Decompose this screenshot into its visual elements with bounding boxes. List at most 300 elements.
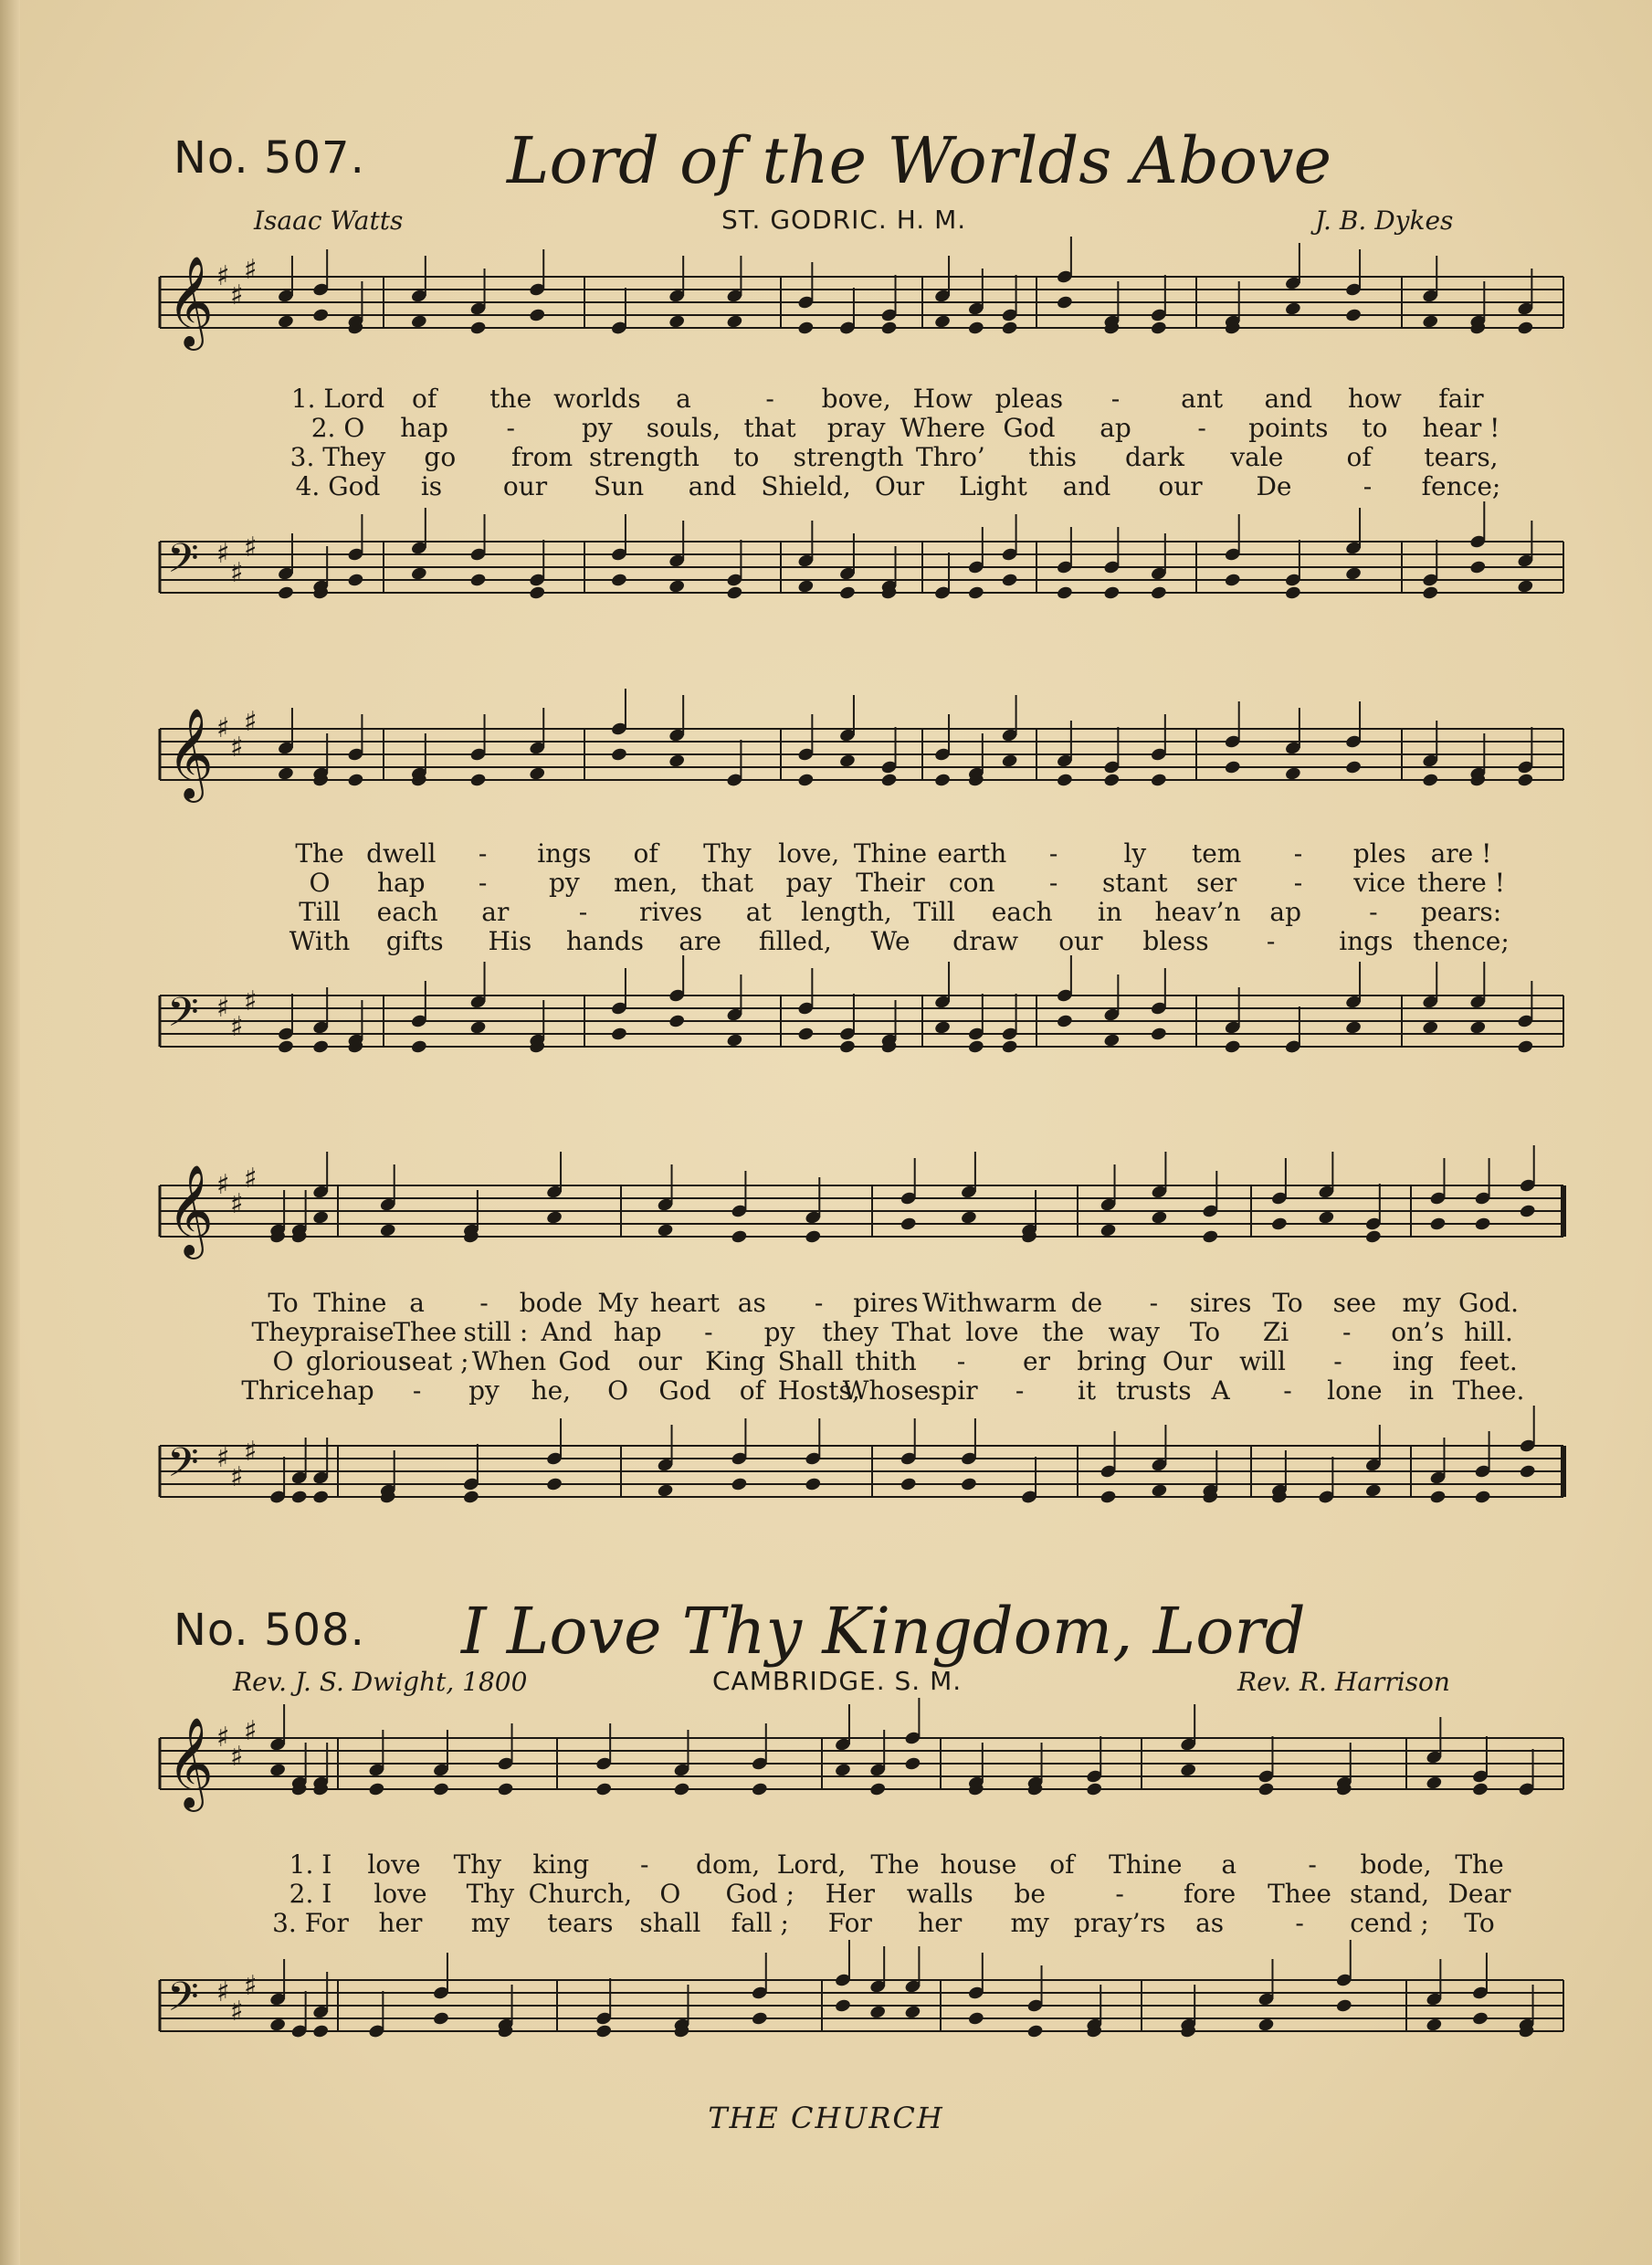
verse-line-2 <box>0 1317 1652 1348</box>
note-head <box>1001 1039 1018 1055</box>
note-head <box>1150 585 1167 601</box>
lyric-syllable: pray’rs <box>1073 1908 1166 1938</box>
sharp-icon: ♯ <box>244 532 258 564</box>
lyric-syllable: to <box>733 442 760 472</box>
lyric-syllable: Thine <box>1109 1849 1183 1880</box>
note-head <box>1001 321 1018 336</box>
note-head <box>869 2005 887 2020</box>
sharp-icon: ♯ <box>244 1715 258 1747</box>
lyric-syllable: still : <box>463 1317 529 1347</box>
lyric-syllable: and <box>688 471 737 501</box>
note-head <box>1001 573 1018 588</box>
lyric-syllable: Her <box>825 1879 875 1909</box>
lyric-syllable: seat ; <box>398 1346 469 1376</box>
lyric-syllable: Shield, <box>761 471 851 501</box>
lyric-syllable: hap <box>376 868 426 898</box>
note-head <box>1026 2024 1044 2039</box>
lyric-syllable: Dear <box>1447 1879 1511 1909</box>
lyric-syllable: Thee. <box>1452 1375 1525 1406</box>
note-head <box>751 2011 768 2027</box>
note-head <box>726 1033 743 1048</box>
lyric-syllable: To <box>268 1288 299 1318</box>
lyric-syllable: ing <box>1393 1346 1434 1376</box>
lyric-syllable: - <box>1110 384 1121 414</box>
note-head <box>1270 1217 1288 1232</box>
lyric-syllable: there ! <box>1417 868 1505 898</box>
note-head <box>1471 1782 1489 1797</box>
note-head <box>838 1039 856 1055</box>
lyric-syllable: De <box>1256 471 1292 501</box>
hymn-508-title: I Love Thy Kingdom, Lord <box>461 1594 1306 1669</box>
lyric-syllable: and <box>1264 384 1313 414</box>
note-head <box>1056 1014 1073 1029</box>
note-head <box>797 579 815 595</box>
lyric-syllable: ant <box>1181 384 1224 414</box>
lyric-syllable: of <box>633 838 658 869</box>
note-head <box>834 1763 851 1778</box>
hymn-507-system-1-treble-staff <box>0 251 1652 379</box>
lyric-syllable: dark <box>1125 442 1185 472</box>
lyric-syllable: Thy <box>703 838 752 869</box>
note-head <box>469 773 487 788</box>
lyric-syllable: gifts <box>385 926 444 956</box>
note-head <box>1344 308 1362 323</box>
lyric-syllable: 2. I <box>289 1879 332 1909</box>
lyric-syllable: praise <box>313 1317 395 1347</box>
lyric-syllable: - <box>1266 926 1276 956</box>
lyric-syllable: a <box>1221 1849 1237 1880</box>
sharp-icon: ♯ <box>216 260 230 292</box>
lyric-syllable: - <box>412 1375 422 1406</box>
note-head <box>657 1223 674 1238</box>
note-head <box>933 773 951 788</box>
lyric-syllable: of <box>739 1375 764 1406</box>
sharp-icon: ♯ <box>244 1163 258 1195</box>
note-head <box>1517 579 1534 595</box>
note-head <box>933 314 951 330</box>
lyric-syllable: Our <box>874 471 925 501</box>
lyric-syllable: ar <box>481 897 510 927</box>
lyric-syllable: - <box>1369 897 1378 927</box>
note-head <box>1474 1490 1491 1505</box>
lyric-syllable: With <box>289 926 351 956</box>
lyric-syllable: worlds <box>553 384 641 414</box>
hymn-507-header <box>0 123 1652 205</box>
lyric-syllable: my <box>1402 1288 1441 1318</box>
lyric-syllable: a <box>409 1288 426 1318</box>
lyric-syllable: they <box>822 1317 879 1347</box>
lyric-syllable: Thrice <box>241 1375 325 1406</box>
lyric-syllable: When <box>471 1346 547 1376</box>
note-head <box>368 1782 385 1797</box>
lyric-syllable: - <box>814 1288 824 1318</box>
bass-clef-icon: 𝄢 <box>167 1973 199 2030</box>
note-head <box>668 579 686 595</box>
note-head <box>1469 560 1487 575</box>
lyric-syllable: py <box>581 413 613 443</box>
lyric-syllable: - <box>1363 471 1373 501</box>
hymn-507-system-2-treble-staff <box>0 703 1652 831</box>
note-head <box>269 1763 287 1778</box>
lyric-syllable: vice <box>1353 868 1406 898</box>
lyric-syllable: My <box>597 1288 638 1318</box>
lyric-syllable: - <box>704 1317 713 1347</box>
note-head <box>545 1477 563 1492</box>
note-head <box>1364 1229 1382 1245</box>
hymn-507-number: No. 507. <box>174 132 365 184</box>
note-head <box>469 321 487 336</box>
lyric-syllable: Light <box>959 471 1027 501</box>
lyric-syllable: To <box>1189 1317 1221 1347</box>
note-head <box>1335 1998 1352 2014</box>
note-head <box>726 585 743 601</box>
lyric-syllable: - <box>1333 1346 1342 1376</box>
lyric-syllable: bode, <box>1360 1849 1432 1880</box>
note-head <box>1426 2017 1443 2033</box>
lyric-syllable: Thy <box>453 1849 502 1880</box>
lyric-syllable: Till <box>299 897 341 927</box>
lyric-syllable: love, <box>778 838 840 869</box>
note-head <box>731 1477 748 1492</box>
lyric-syllable: - <box>1197 413 1206 443</box>
note-head <box>797 1027 815 1042</box>
note-head <box>1224 1039 1241 1055</box>
note-head <box>410 1039 427 1055</box>
note-head <box>1257 1782 1275 1797</box>
lyric-syllable: vale <box>1230 442 1284 472</box>
treble-clef-icon: 𝄞 <box>167 256 214 347</box>
lyric-syllable: And <box>541 1317 593 1347</box>
lyric-syllable: hap <box>326 1375 374 1406</box>
note-head <box>657 1483 674 1499</box>
lyric-syllable: dwell <box>366 838 437 869</box>
lyric-syllable: For <box>827 1908 872 1938</box>
lyric-syllable: he, <box>531 1375 572 1406</box>
verse-line-3 <box>0 897 1652 928</box>
note-head <box>1469 1020 1487 1036</box>
sharp-icon: ♯ <box>230 1741 244 1773</box>
sharp-icon: ♯ <box>216 1722 230 1754</box>
lyric-syllable: O <box>659 1879 681 1909</box>
lyric-syllable: go <box>424 442 457 472</box>
note-head <box>838 585 856 601</box>
hymn-507-system-3-treble-staff <box>0 1160 1652 1288</box>
lyric-syllable: - <box>765 384 774 414</box>
note-head <box>379 1223 396 1238</box>
lyric-syllable: de <box>1070 1288 1103 1318</box>
lyric-syllable: - <box>1149 1288 1159 1318</box>
lyric-syllable: draw <box>952 926 1019 956</box>
lyric-syllable: fair <box>1438 384 1484 414</box>
lyric-syllable: tem <box>1191 838 1242 869</box>
lyric-syllable: - <box>578 897 588 927</box>
lyric-syllable: O <box>607 1375 629 1406</box>
note-head <box>347 573 364 588</box>
hymn-507-author: Isaac Watts <box>254 205 404 236</box>
note-head <box>904 2005 921 2020</box>
verse-line-2 <box>0 868 1652 899</box>
lyric-syllable: They <box>251 1317 315 1347</box>
lyric-syllable: hap <box>613 1317 662 1347</box>
note-head <box>1180 1763 1197 1778</box>
note-head <box>545 1210 563 1226</box>
lyric-syllable: how <box>1347 384 1402 414</box>
treble-clef-icon: 𝄞 <box>167 708 214 799</box>
note-head <box>900 1477 917 1492</box>
note-head <box>1056 585 1073 601</box>
lyric-syllable: of <box>1049 1849 1075 1880</box>
lyric-syllable: earth <box>937 838 1007 869</box>
lyric-syllable: thith <box>855 1346 917 1376</box>
note-head <box>595 2024 613 2039</box>
lyric-syllable: - <box>478 838 488 869</box>
note-head <box>1150 321 1167 336</box>
note-head <box>529 766 546 782</box>
note-head <box>1284 585 1301 601</box>
lyric-syllable: Till <box>913 897 955 927</box>
lyric-syllable: of <box>411 384 437 414</box>
note-head <box>410 566 427 582</box>
verse-line-1 <box>0 1849 1652 1880</box>
lyric-syllable: way <box>1108 1317 1160 1347</box>
lyric-syllable: that <box>700 868 754 898</box>
lyric-syllable: warm <box>983 1288 1057 1318</box>
lyric-syllable: er <box>1023 1346 1050 1376</box>
lyric-syllable: 3. For <box>272 1908 349 1938</box>
note-head <box>529 308 546 323</box>
lyric-syllable: Whose <box>842 1375 930 1406</box>
lyric-syllable: bless <box>1142 926 1209 956</box>
lyric-syllable: A <box>1211 1375 1230 1406</box>
lyric-syllable: strength <box>793 442 904 472</box>
lyric-syllable: her <box>378 1908 423 1938</box>
lyric-syllable: The <box>1455 1849 1504 1880</box>
treble-clef-icon: 𝄞 <box>167 1717 214 1808</box>
lyric-syllable: each <box>376 897 438 927</box>
lyric-syllable: rives <box>639 897 703 927</box>
lyric-syllable: this <box>1028 442 1078 472</box>
note-head <box>904 1756 921 1772</box>
note-head <box>1429 1490 1447 1505</box>
lyric-syllable: Lord, <box>776 1849 847 1880</box>
lyric-syllable: Thine <box>853 838 928 869</box>
note-head <box>1422 314 1439 330</box>
note-head <box>1429 1217 1447 1232</box>
lyric-syllable: 1. Lord <box>290 384 385 414</box>
note-head <box>1100 1490 1117 1505</box>
lyric-syllable: 4. God <box>295 471 381 501</box>
verse-line-3 <box>0 442 1652 473</box>
lyric-syllable: God. <box>1457 1288 1520 1318</box>
lyric-syllable: God <box>558 1346 611 1376</box>
sharp-icon: ♯ <box>230 1996 244 2028</box>
lyric-syllable: my <box>470 1908 510 1938</box>
note-head <box>1344 1020 1362 1036</box>
lyric-syllable: king <box>532 1849 590 1880</box>
note-head <box>312 1210 330 1226</box>
note-head <box>731 1229 748 1245</box>
sharp-icon: ♯ <box>216 1976 230 2008</box>
lyric-syllable: Thro’ <box>915 442 985 472</box>
lyric-syllable: God <box>1003 413 1056 443</box>
lyric-syllable: my <box>1010 1908 1049 1938</box>
lyric-syllable: her <box>918 1908 963 1938</box>
lyric-syllable: - <box>1293 838 1303 869</box>
note-head <box>805 1229 822 1245</box>
hymn-507-system-2-bass-staff <box>0 970 1652 1098</box>
note-head <box>668 314 686 330</box>
note-head <box>1517 1039 1534 1055</box>
lyric-syllable: length, <box>801 897 892 927</box>
lyric-syllable: it <box>1077 1375 1097 1406</box>
lyric-syllable: souls, <box>646 413 721 443</box>
lyric-syllable: our <box>637 1346 682 1376</box>
note-head <box>1474 1217 1491 1232</box>
note-head <box>312 308 330 323</box>
lyric-syllable: pears: <box>1420 897 1502 927</box>
lyric-syllable: - <box>1048 868 1058 898</box>
note-head <box>668 1014 686 1029</box>
verse-line-3 <box>0 1346 1652 1377</box>
lyric-syllable: that <box>743 413 796 443</box>
lyric-syllable: - <box>1115 1879 1124 1909</box>
lyric-syllable: - <box>479 1288 489 1318</box>
lyric-syllable: spir <box>928 1375 978 1406</box>
note-head <box>610 747 627 763</box>
lyric-syllable: tears <box>547 1908 614 1938</box>
note-head <box>1422 585 1439 601</box>
verse-line-4 <box>0 471 1652 502</box>
sharp-icon: ♯ <box>244 706 258 738</box>
sharp-icon: ♯ <box>230 279 244 311</box>
note-head <box>805 1477 822 1492</box>
lyric-syllable: hear ! <box>1422 413 1500 443</box>
lyric-syllable: and <box>1062 471 1111 501</box>
lyric-syllable: the <box>489 384 532 414</box>
note-head <box>1344 566 1362 582</box>
note-head <box>960 1210 977 1226</box>
lyric-syllable: to <box>1362 413 1388 443</box>
note-head <box>797 321 815 336</box>
lyric-syllable: points <box>1248 413 1329 443</box>
note-head <box>960 1477 977 1492</box>
lyric-syllable: Shall <box>777 1346 844 1376</box>
lyric-syllable: - <box>639 1849 649 1880</box>
lyric-syllable: How <box>912 384 973 414</box>
lyric-syllable: cend ; <box>1350 1908 1429 1938</box>
verse-line-1 <box>0 384 1652 415</box>
lyric-syllable: ings <box>1339 926 1394 956</box>
lyric-syllable: are ! <box>1430 838 1492 869</box>
lyric-syllable: ap <box>1269 897 1301 927</box>
lyric-syllable: as <box>737 1288 766 1318</box>
lyric-syllable: Thine <box>313 1288 387 1318</box>
lyric-syllable: tears, <box>1424 442 1499 472</box>
lyric-syllable: our <box>502 471 548 501</box>
note-head <box>1150 1027 1167 1042</box>
lyric-syllable: strength <box>589 442 700 472</box>
hymn-508-system-1-bass-staff <box>0 1954 1652 2082</box>
lyric-syllable: 3. They <box>289 442 386 472</box>
note-head <box>967 2011 984 2027</box>
lyric-syllable: Our <box>1162 1346 1213 1376</box>
note-head <box>1151 1483 1168 1499</box>
sharp-icon: ♯ <box>216 1169 230 1201</box>
sharp-icon: ♯ <box>244 1970 258 2002</box>
hymn-508-number: No. 508. <box>174 1605 365 1656</box>
note-head <box>967 321 984 336</box>
verse-line-2 <box>0 1879 1652 1910</box>
lyric-syllable: feet. <box>1459 1346 1518 1376</box>
note-head <box>880 321 898 336</box>
verse-line-1 <box>0 838 1652 869</box>
note-head <box>1517 773 1534 788</box>
lyric-syllable: hill. <box>1464 1317 1513 1347</box>
lyric-syllable: as <box>1195 1908 1225 1938</box>
lyric-syllable: pay <box>785 868 832 898</box>
lyric-syllable: pires <box>853 1288 919 1318</box>
sharp-icon: ♯ <box>244 1436 258 1468</box>
lyric-syllable: see <box>1332 1288 1377 1318</box>
lyric-syllable: heart <box>650 1288 720 1318</box>
lyric-syllable: - <box>956 1346 966 1376</box>
lyric-syllable: is <box>420 471 443 501</box>
note-head <box>1422 1020 1439 1036</box>
lyric-syllable: love <box>965 1317 1019 1347</box>
lyric-syllable: men, <box>614 868 679 898</box>
note-head <box>1519 1464 1536 1480</box>
sharp-icon: ♯ <box>244 254 258 286</box>
lyric-syllable: - <box>1293 868 1303 898</box>
lyric-syllable: dom, <box>696 1849 761 1880</box>
verse-line-1 <box>0 1288 1652 1319</box>
lyric-syllable: ly <box>1123 838 1147 869</box>
lyric-syllable: heav’n <box>1154 897 1241 927</box>
lyric-syllable: ap <box>1100 413 1131 443</box>
lyric-syllable: Church, <box>528 1879 633 1909</box>
note-head <box>277 1039 294 1055</box>
note-head <box>880 773 898 788</box>
lyric-syllable: His <box>488 926 532 956</box>
lyric-syllable: shall <box>639 1908 701 1938</box>
note-head <box>312 2024 330 2039</box>
sharp-icon: ♯ <box>244 985 258 1017</box>
note-head <box>1056 295 1073 311</box>
note-head <box>1284 766 1301 782</box>
lyric-syllable: We <box>870 926 910 956</box>
note-head <box>797 773 815 788</box>
lyric-syllable: fore <box>1184 1879 1236 1909</box>
note-head <box>290 1490 308 1505</box>
lyric-syllable: at <box>745 897 772 927</box>
lyric-syllable: - <box>506 413 515 443</box>
sharp-icon: ♯ <box>230 1011 244 1043</box>
lyric-syllable: house <box>940 1849 1017 1880</box>
lyric-syllable: love <box>367 1849 421 1880</box>
lyric-syllable: ings <box>537 838 592 869</box>
note-head <box>277 766 294 782</box>
note-head <box>432 1782 449 1797</box>
lyric-syllable: ser <box>1195 868 1237 898</box>
sharp-icon: ♯ <box>216 1442 230 1474</box>
lyric-syllable: in <box>1409 1375 1435 1406</box>
note-head <box>1100 1223 1117 1238</box>
note-head <box>1517 321 1534 336</box>
hymn-507-system-3-bass-staff <box>0 1420 1652 1548</box>
note-head <box>1150 773 1167 788</box>
note-head <box>529 585 546 601</box>
note-head <box>347 773 364 788</box>
